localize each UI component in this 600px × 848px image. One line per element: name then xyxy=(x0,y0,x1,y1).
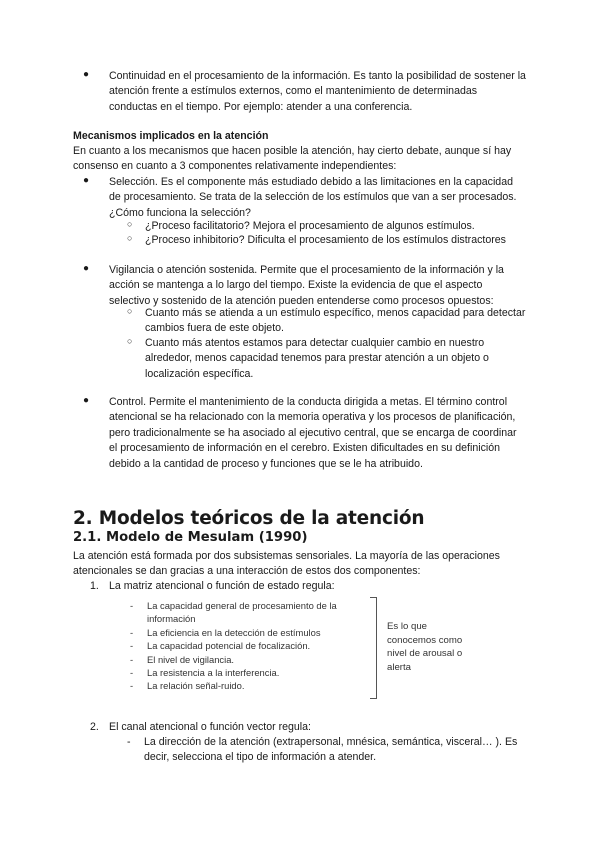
bullet-text: Selección. Es el componente más estudiado debido a las limitaciones en la capacidad de procesamiento. Se trata de la selección de los estímulos que van a ser procesados. ¿Cómo funciona la selección? xyxy=(109,176,517,219)
figure-note: Es lo que conocemos como nivel de arousal o alerta xyxy=(387,621,463,673)
figure-list xyxy=(130,599,370,693)
mechanisms-intro: En cuanto a los mecanismos que hacen posible la atención, hay cierto debate, aunque sí hay consenso en cuanto a 3 componentes relativamente independientes: xyxy=(73,145,512,173)
sub-bullet xyxy=(127,306,527,337)
bullet-text: Continuidad en el procesamiento de la información. Es tanto la posibilidad de sostener la atención frente a estímulos externos, como el mantenimiento de determinadas conductas en el tiempo. Por ejemplo: atender a una conferencia. xyxy=(109,70,526,113)
figure-item-text: La capacidad general de procesamiento de la información xyxy=(147,600,337,625)
figure-item-text: La resistencia a la interferencia. xyxy=(147,667,280,679)
item-number: 1. xyxy=(90,580,99,592)
bullet-text: Control. Permite el mantenimiento de la conducta dirigida a metas. El término control atencional se ha relacionado con la memoria operativa y los procesos de planificación, pero tradicionalmente se ha asociado al ejecutivo central, que se encarga de coordinar el procesamiento de información en el cerebro. Existen dificultades en su definición debido a la cantidad de proceso y funciones que se le ha atribuido. xyxy=(109,396,517,470)
section-subtitle: 2.1. Modelo de Mesulam (1990) xyxy=(73,530,308,545)
figure-item-text: El nivel de vigilancia. xyxy=(147,653,235,665)
dash-marker: - xyxy=(130,667,134,679)
mechanisms-heading: Mecanismos implicados en la atención xyxy=(73,130,269,142)
continuity-bullet xyxy=(83,69,526,115)
numbered-item-2 xyxy=(90,720,530,735)
bullet-dot: ● xyxy=(83,69,90,80)
section-title: 2. Modelos teóricos de la atención xyxy=(73,508,425,529)
dash-marker: - xyxy=(130,640,134,652)
bullet-dot: ● xyxy=(83,175,90,186)
circle-bullet-icon: ○ xyxy=(127,233,133,243)
figure-list-item xyxy=(130,639,370,652)
sub-bullet-text: Cuanto más atentos estamos para detectar cualquier cambio en nuestro alrededor, menos capacidad tenemos para prestar atención a un objeto o localización específica. xyxy=(145,337,489,380)
figure-list-item xyxy=(130,653,370,666)
dash-marker: - xyxy=(130,626,134,638)
dash-marker: - xyxy=(130,653,134,665)
bullet-dot: ● xyxy=(83,395,90,406)
bullet-dot: ● xyxy=(83,263,90,274)
section-intro: La atención está formada por dos subsistemas sensoriales. La mayoría de las operaciones atencionales se dan gracias a una interacción de estos dos componentes: xyxy=(73,550,500,578)
bullet-text: Vigilancia o atención sostenida. Permite que el procesamiento de la información y la acción se mantenga a lo largo del tiempo. Existe la evidencia de que el aspecto selectivo y sostenido de la atención pueden entenderse como procesos opuestos: xyxy=(109,264,504,307)
circle-bullet-icon: ○ xyxy=(127,219,133,229)
sub-bullet xyxy=(127,233,527,248)
dash-marker: - xyxy=(130,600,134,611)
figure-list-item xyxy=(130,666,370,679)
dash-marker: - xyxy=(130,680,134,692)
bracket-divider xyxy=(370,597,377,699)
figure-item-text: La capacidad potencial de focalización. xyxy=(147,640,311,652)
item-text: El canal atencional o función vector regula: xyxy=(109,721,311,733)
item-text: La matriz atencional o función de estado regula: xyxy=(109,580,335,592)
vigilance-bullet xyxy=(83,263,526,309)
sub-bullet-text: ¿Proceso facilitatorio? Mejora el procesamiento de algunos estímulos. xyxy=(145,220,475,232)
figure-list-item xyxy=(130,626,370,639)
numbered-item-1 xyxy=(90,579,530,594)
dash-sub-item xyxy=(127,735,537,766)
figure-item-text: La eficiencia en la detección de estímulos xyxy=(147,626,321,638)
sub-bullet-text: ¿Proceso inhibitorio? Dificulta el procesamiento de los estímulos distractores xyxy=(145,234,506,246)
figure-item-text: La relación señal-ruido. xyxy=(147,680,245,692)
figure-list-item xyxy=(130,679,370,692)
figure-list-item xyxy=(130,599,370,626)
selection-bullet xyxy=(83,175,526,221)
sub-bullet xyxy=(127,336,527,382)
dash-marker: - xyxy=(127,736,131,748)
circle-bullet-icon: ○ xyxy=(127,336,133,346)
control-bullet xyxy=(83,395,526,472)
sub-item-text: La dirección de la atención (extrapersonal, mnésica, semántica, visceral… ). Es decir, selecciona el tipo de información a atender. xyxy=(144,736,518,764)
circle-bullet-icon: ○ xyxy=(127,306,133,316)
item-number: 2. xyxy=(90,721,99,733)
sub-bullet-text: Cuanto más se atienda a un estímulo específico, menos capacidad para detectar cambios fuera de este objeto. xyxy=(145,307,526,335)
